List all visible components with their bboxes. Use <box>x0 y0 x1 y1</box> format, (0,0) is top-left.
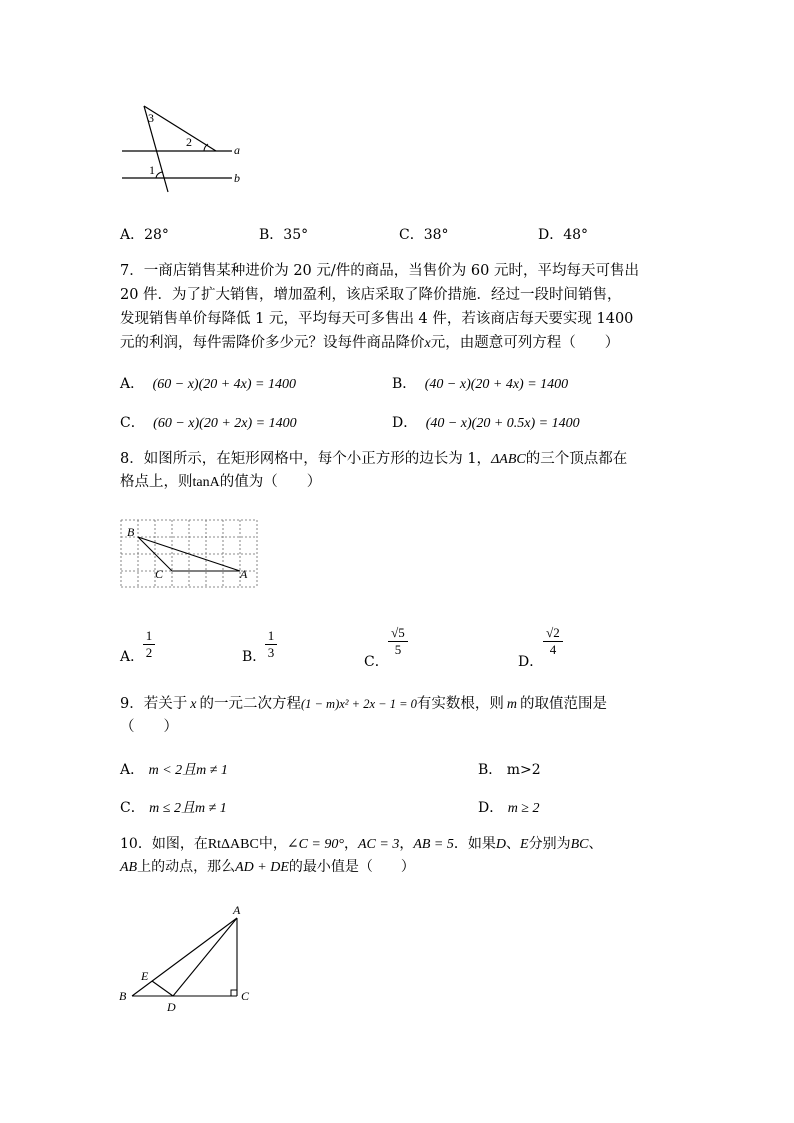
q7-line-4 <box>120 333 619 354</box>
q9-option-a-math: m < 2且m ≠ 1 <box>148 763 228 778</box>
q8-line-2 <box>120 472 321 493</box>
q10-line-2-post: 的最小值是（ ） <box>288 859 415 875</box>
q8-option-c-letter: C． <box>364 654 389 670</box>
q10-angle-c: ∠C = 90° <box>286 837 344 852</box>
q10-line-2-a: 上的动点，那么 <box>137 859 236 875</box>
q9-option-c-letter: C． <box>120 800 145 816</box>
q8-option-d-letter: D． <box>518 654 544 670</box>
angle-1-label: 1 <box>149 163 155 177</box>
q9-line-1 <box>120 694 607 715</box>
q7-option-b <box>392 373 568 393</box>
q7-option-b-letter: B． <box>392 376 417 392</box>
q9-option-d <box>478 797 539 817</box>
q9-option-a <box>120 759 228 779</box>
q8-option-c-numerator: √5 <box>391 625 405 640</box>
q10-ab: AB = 5 <box>413 837 454 852</box>
vertex-b-label: B <box>127 525 135 539</box>
grid-triangle-figure <box>118 518 260 590</box>
vertex-c-label: C <box>155 567 164 581</box>
q9-option-c-math: m ≤ 2且m ≠ 1 <box>149 801 227 816</box>
q7-option-c-letter: C． <box>120 415 145 431</box>
q8-line-2-post: 的值为（ ） <box>219 474 322 490</box>
q10-segment-ab: AB <box>120 860 138 875</box>
q9-option-a-letter: A． <box>120 762 145 778</box>
q10-text-g: 、 <box>588 836 603 852</box>
point-d-label: D <box>167 1000 176 1014</box>
q7-line-2: 20 件．为了扩大销售，增加盈利，该店采取了降价措施．经过一段时间销售， <box>120 287 622 303</box>
q10-text-c: ， <box>399 836 414 852</box>
q10-point-e: E <box>520 837 529 852</box>
q7-line-1: 7．一商店销售某种进价为 20 元/件的商品，当售价为 60 元时，平均每天可售出 <box>120 263 639 279</box>
vertex-b-label: B <box>119 989 127 1003</box>
q9-equation: (1 − m)x² + 2x − 1 = 0 <box>300 697 417 711</box>
q7-option-d-letter: D． <box>392 415 418 431</box>
right-triangle-figure <box>115 902 260 1017</box>
q7-line-4-pre: 元的利润，每件需降价多少元？设每件商品降价 <box>120 335 425 351</box>
q9-var-m: m <box>506 697 518 712</box>
q8-option-a-fraction <box>143 629 155 660</box>
q8-option-d-numerator: √2 <box>546 625 560 640</box>
vertex-c-label: C <box>241 989 250 1003</box>
q9-option-c <box>120 797 227 817</box>
q9-line-2: （ ） <box>120 719 178 735</box>
q8-option-d-fraction <box>543 626 563 657</box>
q7-option-c <box>120 412 297 432</box>
q9-option-d-math: m ≥ 2 <box>507 801 540 816</box>
q8-option-c-fraction <box>388 626 408 657</box>
q7-option-b-equation: (40 − x)(20 + 4x) = 1400 <box>424 377 569 392</box>
q7-option-a-letter: A． <box>120 376 145 392</box>
vertex-a-label: A <box>240 567 248 581</box>
q9-line-1-pre: 9．若关于 <box>120 696 188 712</box>
q6-option-a: A．28° <box>120 227 169 243</box>
q8-option-b-denominator: 3 <box>267 645 275 660</box>
q7-var-x: x <box>424 336 431 351</box>
q6-option-c: C．38° <box>399 227 449 243</box>
q9-option-d-letter: D． <box>478 800 504 816</box>
vertex-a-label: A <box>233 903 241 917</box>
q6-option-b: B．35° <box>259 227 309 243</box>
q9-line-1-mid: 的一元二次方程 <box>199 696 301 712</box>
q10-line-1 <box>120 834 602 855</box>
q10-expression: AD + DE <box>235 860 289 875</box>
q8-option-a-letter: A． <box>120 649 145 665</box>
q8-option-b-fraction <box>265 629 277 660</box>
angle-3-label: 3 <box>148 111 154 125</box>
q8-triangle: ΔABC <box>491 452 526 467</box>
q6-option-d: D．48° <box>538 227 589 243</box>
q8-option-a-numerator: 1 <box>145 628 153 643</box>
parallel-lines-figure <box>110 96 260 196</box>
q7-option-c-equation: (60 − x)(20 + 2x) = 1400 <box>153 416 297 431</box>
q8-line-2-pre: 格点上，则 <box>120 474 193 490</box>
q8-line-1-pre: 8．如图所示，在矩形网格中，每个小正方形的边长为 1， <box>120 451 492 467</box>
q8-line-1-post: 的三个顶点都在 <box>525 451 628 467</box>
q10-text-d: ．如果 <box>453 836 496 852</box>
q8-option-a-denominator: 2 <box>145 645 153 660</box>
q8-option-b-numerator: 1 <box>267 628 275 643</box>
q9-line-1-end: 的取值范围是 <box>520 696 608 712</box>
q10-point-d: D <box>495 837 507 852</box>
q7-option-a-equation: (60 − x)(20 + 4x) = 1400 <box>152 377 296 392</box>
q10-right-triangle: RtΔABC <box>207 837 259 852</box>
point-e-label: E <box>141 969 149 983</box>
q7-option-a <box>120 373 296 393</box>
q8-option-c-denominator: 5 <box>394 642 402 657</box>
q10-segment-bc: BC <box>570 837 589 852</box>
q10-text-a: 中， <box>258 836 287 852</box>
q8-tan-a: tanA <box>192 475 220 490</box>
q10-line-1-pre: 10．如图，在 <box>120 836 208 852</box>
q9-line-1-post: 有实数根，则 <box>416 696 504 712</box>
q8-option-d-denominator: 4 <box>549 642 557 657</box>
q8-option-b-letter: B． <box>242 649 267 665</box>
line-a-label: a <box>234 143 240 157</box>
q10-text-b: ， <box>343 836 358 852</box>
q7-option-d <box>392 412 580 432</box>
q9-var-x: x <box>190 697 197 712</box>
q7-line-3: 发现销售单价每降低 1 元，平均每天可多售出 4 件，若该商店每天要实现 1400 <box>120 311 634 327</box>
line-b-label: b <box>234 171 240 185</box>
q7-line-4-post: 元，由题意可列方程（ ） <box>430 335 620 351</box>
q10-text-e: 、 <box>506 836 521 852</box>
q10-ac: AC = 3 <box>357 837 400 852</box>
q8-line-1 <box>120 449 627 470</box>
q9-option-b: B． m>2 <box>478 762 541 778</box>
angle-2-label: 2 <box>186 135 192 149</box>
q7-option-d-equation: (40 − x)(20 + 0.5x) = 1400 <box>425 416 580 431</box>
q10-text-f: 分别为 <box>528 836 571 852</box>
q10-line-2 <box>120 857 415 878</box>
